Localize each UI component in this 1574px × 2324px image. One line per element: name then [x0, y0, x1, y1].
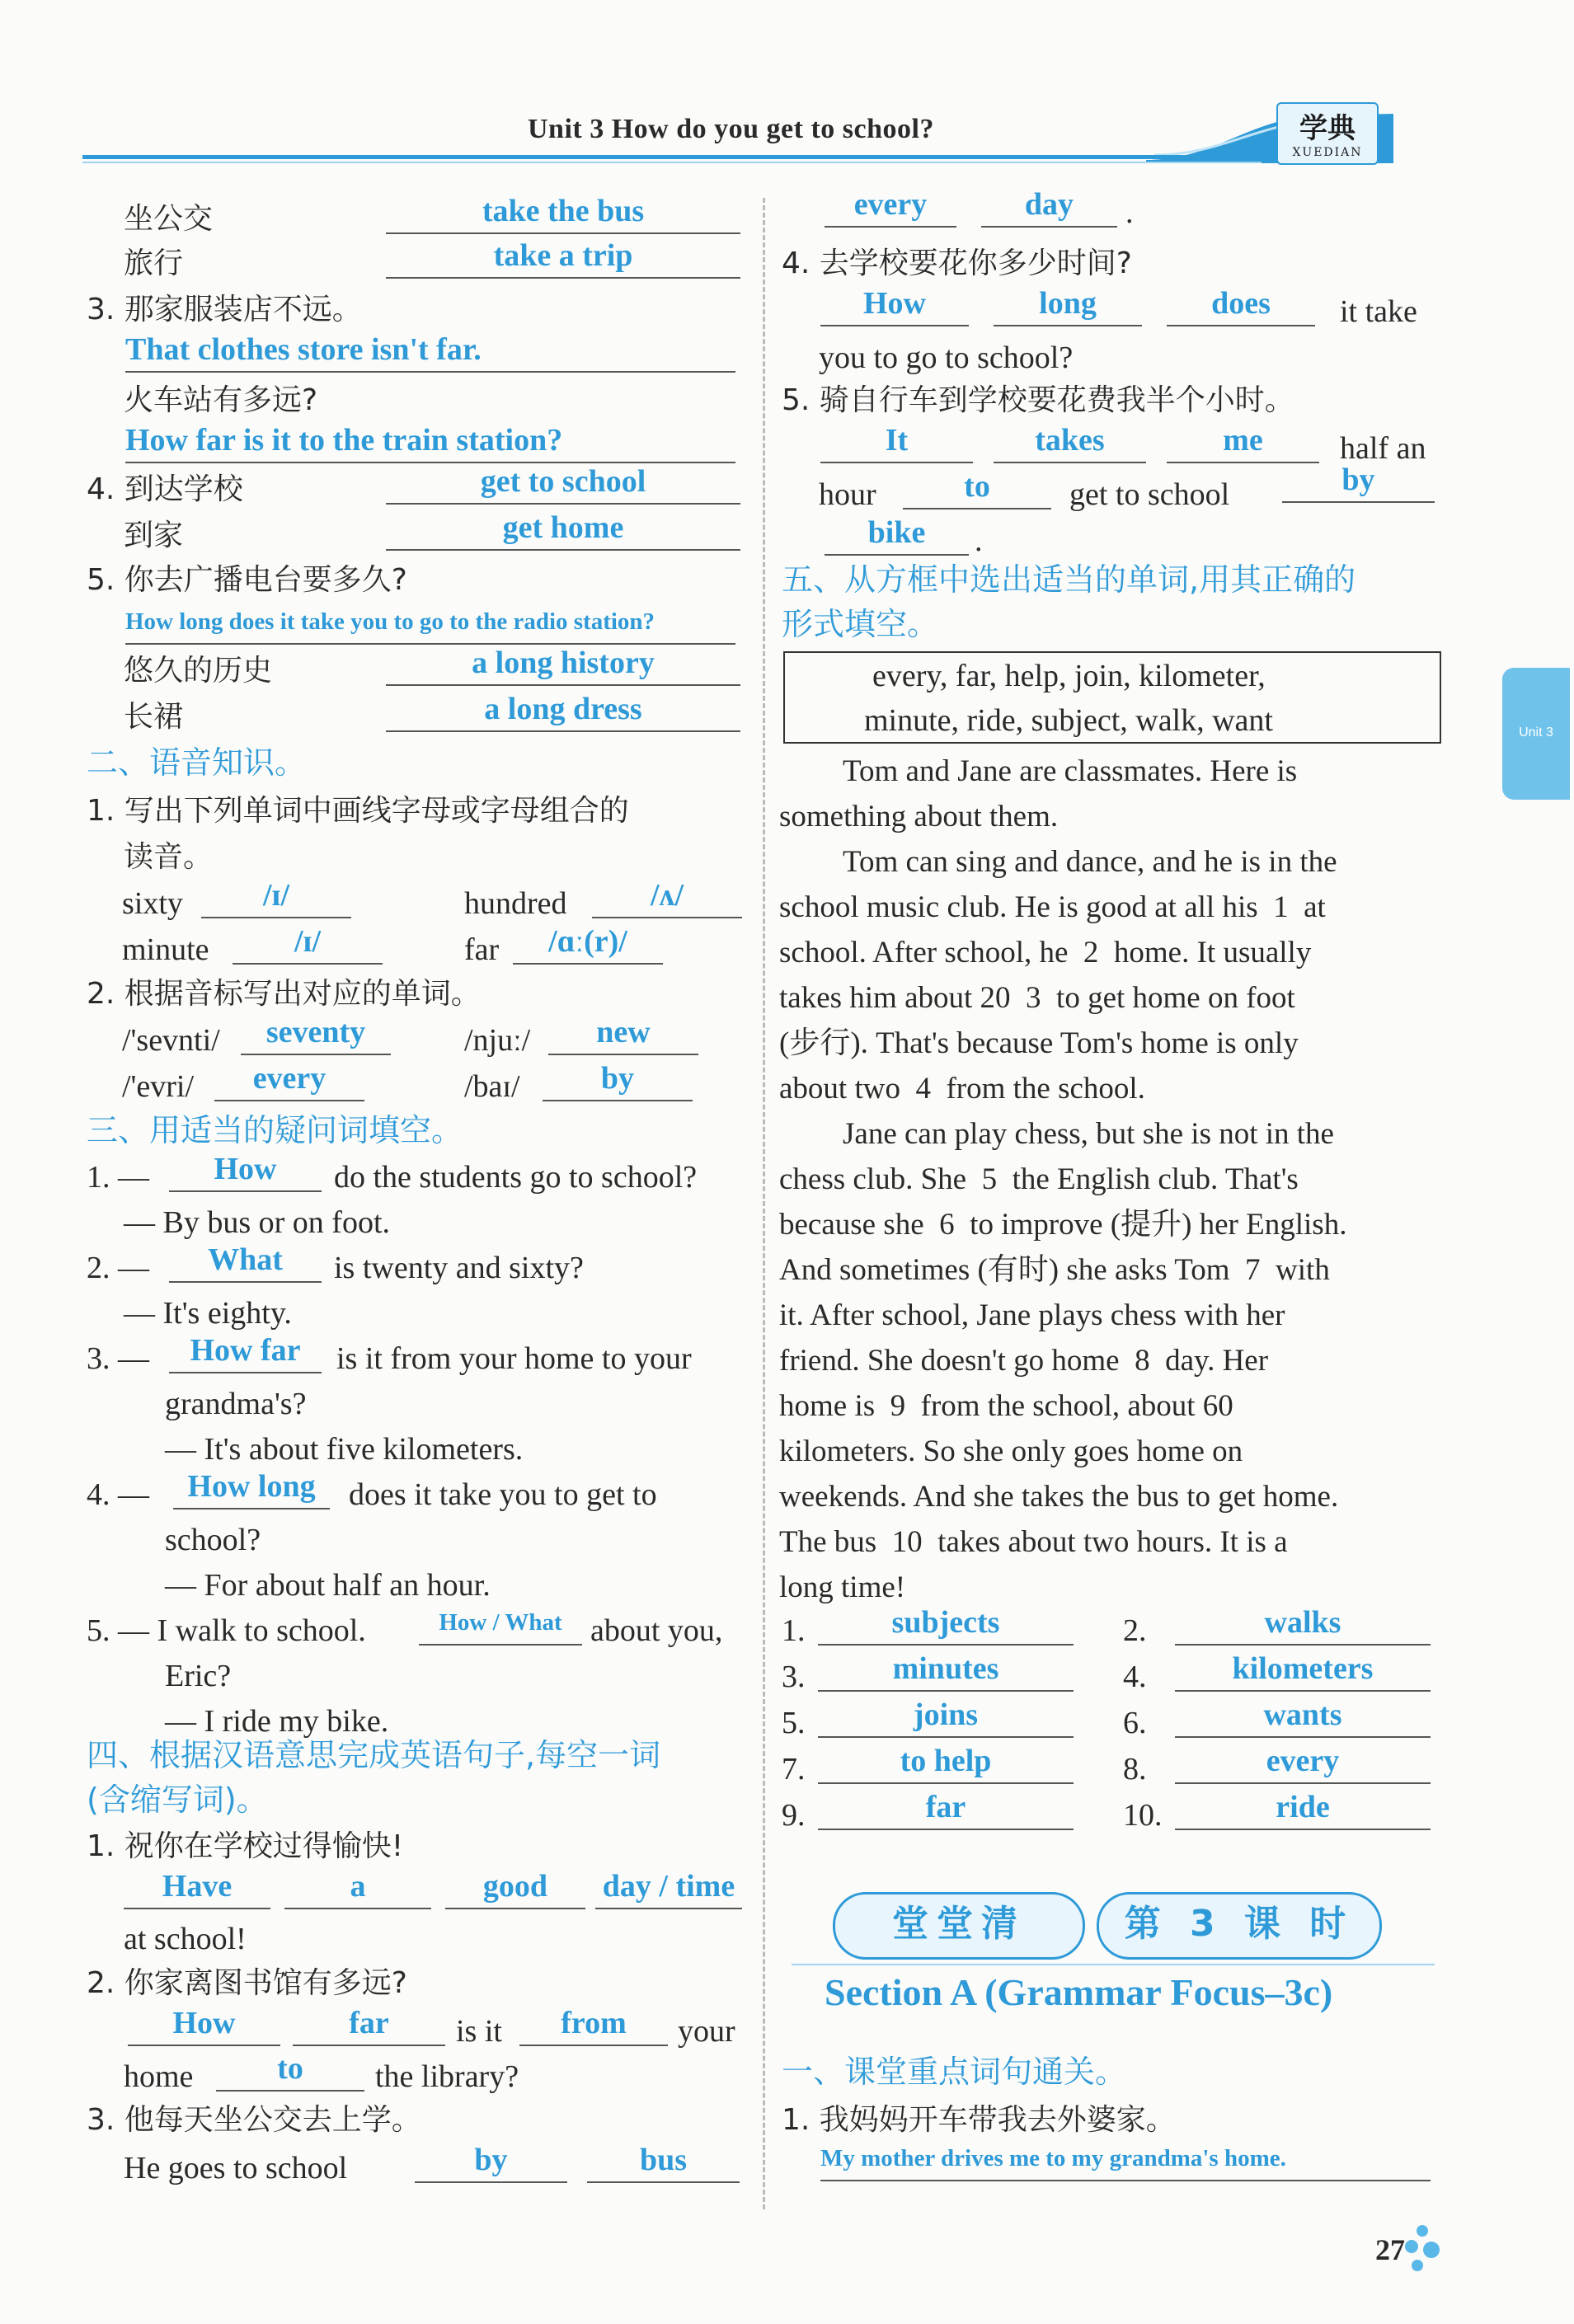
answer-blank: every [1175, 1744, 1431, 1784]
word-answer: seventy [241, 1016, 391, 1055]
answer-blank: wants [1175, 1698, 1431, 1738]
answer-blank: from [519, 2007, 668, 2046]
answer-blank: How / What [419, 1606, 582, 1646]
answer-blank: walks [1175, 1606, 1431, 1646]
answer-blank: How long [173, 1470, 330, 1509]
passage-line: friend. She doesn't go home 8 day. Her [779, 1344, 1269, 1378]
question-cn: 5. 骑自行车到学校要花费我半个小时。 [782, 383, 1294, 417]
answer-blank: joins [818, 1698, 1074, 1738]
sentence-text: get to school [1069, 477, 1230, 512]
passage-line: about two 4 from the school. [779, 1072, 1145, 1106]
phonetic: /baɪ/ [464, 1069, 520, 1104]
dialog-text: about you, [590, 1613, 723, 1648]
question-cn: 1. 我妈妈开车带我去外婆家。 [782, 2103, 1176, 2137]
dialog-num: 3. — [87, 1341, 149, 1376]
dialog-text: is it from your home to your [336, 1341, 692, 1376]
period: . [1125, 195, 1134, 230]
answer-blank: It [820, 424, 973, 463]
phrase-cn: 悠久的历史 [124, 654, 273, 688]
answer-line: How far is it to the train station? [125, 424, 735, 463]
passage-line: school. After school, he 2 home. It usually [779, 936, 1312, 970]
section-heading-4: 四、根据汉语意思完成英语句子,每空一词 [87, 1737, 661, 1773]
answer-blank: How [128, 2007, 280, 2046]
question-cn: 读音。 [124, 840, 214, 874]
dialog-num: 2. — [87, 1251, 149, 1285]
word-answer: new [548, 1016, 698, 1055]
banner-pill-right: 第 3 课 时 [1097, 1892, 1382, 1960]
phonetic-answer: /ɪ/ [201, 879, 351, 918]
banner-pill-left: 堂堂清 [833, 1892, 1085, 1960]
side-tab-label: Unit 3 [1519, 725, 1553, 739]
answer-blank: bus [587, 2143, 740, 2183]
answer-blank: far [818, 1791, 1074, 1830]
question-cn: 2. 你家离图书馆有多远? [87, 1966, 407, 2000]
passage-line: (步行). That's because Tom's home is only [779, 1026, 1299, 1060]
question-cn: 1. 写出下列单词中画线字母或字母组合的 [87, 794, 629, 828]
word: far [464, 932, 500, 967]
dialog-num: 5. — I walk to school. [87, 1613, 366, 1648]
passage-line: The bus 10 takes about two hours. It is a [779, 1525, 1288, 1559]
passage-line: weekends. And she takes the bus to get home. [779, 1480, 1339, 1514]
word: sixty [122, 886, 183, 921]
answer-number: 2. [1123, 1613, 1147, 1648]
question-cn: 4. 去学校要花你多少时间? [782, 246, 1132, 280]
answer-blank: day [981, 188, 1117, 228]
answer-blank: to [903, 470, 1051, 509]
answer-number: 3. [782, 1660, 806, 1694]
answer-number: 5. [782, 1706, 806, 1740]
dialog-reply: — It's eighty. [124, 1296, 292, 1331]
answer-blank: by [415, 2143, 567, 2183]
answer-blank: a long dress [386, 693, 740, 732]
dialog-reply: — For about half an hour. [165, 1568, 491, 1603]
answer-blank: day / time [595, 1870, 742, 1909]
logo-en: XUEDIAN [1292, 146, 1363, 159]
dialog-reply: — I ride my bike. [165, 1704, 389, 1739]
answer-number: 1. [782, 1613, 806, 1648]
answer-number: 9. [782, 1798, 806, 1833]
answer-number: 10. [1123, 1798, 1163, 1833]
question-cn: 5. 你去广播电台要多久? [87, 563, 407, 597]
header-rule [82, 155, 1262, 159]
phrase-cn: 旅行 [124, 246, 184, 280]
passage-line: it. After school, Jane plays chess with her [779, 1298, 1285, 1332]
sentence-text: you to go to school? [819, 340, 1074, 375]
phrase-cn: 坐公交 [124, 202, 214, 236]
word: minute [122, 932, 209, 967]
section-heading-1: 一、课堂重点词句通关。 [782, 2054, 1127, 2090]
answer-blank: far [293, 2007, 445, 2046]
dialog-reply: — By bus or on foot. [124, 1205, 390, 1240]
banner-rule [792, 1964, 1435, 1965]
answer-blank: get home [386, 511, 740, 551]
phonetic: /'sevnti/ [122, 1023, 220, 1058]
dialog-reply: — It's about five kilometers. [165, 1432, 524, 1467]
phrase-cn: 长裙 [124, 700, 184, 734]
logo-cn: 学典 [1299, 112, 1356, 145]
passage-line: Tom and Jane are classmates. Here is [843, 754, 1298, 788]
section-heading-3: 三、用适当的疑问词填空。 [87, 1112, 463, 1148]
passage-line: school music club. He is good at all his 1 at [779, 890, 1326, 924]
question-cn: 3. 他每天坐公交去上学。 [87, 2103, 421, 2137]
passage-line: chess club. She 5 the English club. That's [779, 1162, 1299, 1196]
dialog-text: does it take you to get to [349, 1477, 657, 1512]
word-answer: by [543, 1062, 693, 1101]
word-box-line: every, far, help, join, kilometer, [872, 659, 1266, 693]
question-cn: 2. 根据音标写出对应的单词。 [87, 977, 481, 1011]
answer-blank: minutes [818, 1652, 1074, 1692]
section-heading-4b: (含缩写词)。 [87, 1782, 268, 1818]
answer-blank: kilometers [1175, 1652, 1431, 1692]
answer-blank: How [169, 1153, 322, 1192]
question-cn: 火车站有多远? [124, 383, 318, 417]
section-heading-5b: 形式填空。 [782, 606, 939, 642]
sentence-text: your [678, 2014, 735, 2049]
answer-blank: long [994, 287, 1142, 326]
answer-number: 6. [1123, 1706, 1147, 1740]
question-cn: 3. 那家服装店不远。 [87, 293, 362, 326]
sentence-text: hour [819, 477, 876, 512]
answer-blank: every [825, 188, 956, 228]
answer-blank: take the bus [386, 195, 740, 234]
dialog-text: Eric? [165, 1659, 232, 1693]
section-title: Section A (Grammar Focus–3c) [825, 1971, 1333, 2013]
sentence-text: the library? [375, 2059, 519, 2094]
answer-blank: a long history [386, 646, 740, 686]
answer-blank: a [284, 1870, 431, 1909]
answer-blank: get to school [386, 465, 740, 505]
sentence-text: it take [1340, 294, 1417, 329]
page-dots-decoration [1402, 2222, 1451, 2279]
answer-line: My mother drives me to my grandma's home. [820, 2142, 1431, 2181]
passage-line: because she 6 to improve (提升) her English. [779, 1208, 1347, 1242]
answer-blank: by [1282, 463, 1435, 503]
answer-blank: does [1167, 287, 1315, 326]
answer-number: 7. [782, 1752, 806, 1786]
phonetic-answer: /ɪ/ [233, 925, 383, 965]
question-cn: 1. 祝你在学校过得愉快! [87, 1829, 404, 1863]
dialog-text: is twenty and sixty? [334, 1251, 584, 1285]
dialog-text: grandma's? [165, 1387, 307, 1421]
passage-line: Jane can play chess, but she is not in the [843, 1117, 1334, 1151]
column-divider [763, 198, 765, 2209]
answer-blank: How [820, 287, 969, 326]
answer-line: How long does it take you to go to the radio station? [125, 605, 735, 645]
sentence-text: half an [1340, 431, 1426, 466]
phonetic-answer: /ʌ/ [592, 879, 742, 918]
passage-line: Tom can sing and dance, and he is in the [843, 845, 1337, 879]
answer-blank: take a trip [386, 239, 740, 279]
question-cn: 4. 到达学校 [87, 472, 243, 506]
answer-number: 4. [1123, 1660, 1147, 1694]
word: hundred [464, 886, 567, 921]
phonetic: /njuː/ [464, 1023, 531, 1058]
word-answer: every [214, 1062, 364, 1101]
dialog-num: 4. — [87, 1477, 149, 1512]
period: . [975, 523, 983, 558]
header-rule-thin [82, 162, 1262, 163]
answer-blank: Have [124, 1870, 270, 1909]
sentence-text: home [124, 2059, 194, 2094]
sentence-text: is it [456, 2014, 502, 2049]
phonetic-answer: /ɑː(r)/ [513, 925, 663, 965]
unit-side-tab [1502, 668, 1570, 800]
dialog-num: 1. — [87, 1160, 149, 1195]
passage-line: kilometers. So she only goes home on [779, 1434, 1243, 1468]
passage-line: long time! [779, 1570, 906, 1604]
lesson-banner [833, 1892, 1402, 1958]
xuedian-logo [1276, 102, 1379, 165]
section-heading-5: 五、从方框中选出适当的单词,用其正确的 [782, 561, 1356, 598]
answer-blank: What [169, 1243, 322, 1283]
answer-blank: bike [825, 516, 969, 556]
answer-blank: subjects [818, 1606, 1074, 1646]
page-number: 27 [1375, 2233, 1405, 2266]
answer-blank: to [216, 2052, 364, 2092]
unit-title: Unit 3 How do you get to school? [528, 114, 934, 144]
word-box-line: minute, ride, subject, walk, want [864, 703, 1273, 738]
dialog-text: school? [165, 1523, 261, 1557]
answer-blank: good [445, 1870, 585, 1909]
passage-line: something about them. [779, 800, 1059, 833]
passage-line: And sometimes (有时) she asks Tom 7 with [779, 1253, 1330, 1287]
answer-number: 8. [1123, 1752, 1147, 1786]
section-heading-2: 二、语音知识。 [87, 744, 307, 781]
dialog-text: do the students go to school? [334, 1160, 698, 1195]
passage-line: takes him about 20 3 to get home on foot [779, 981, 1295, 1015]
answer-blank: to help [818, 1744, 1074, 1784]
answer-blank: How far [169, 1334, 322, 1373]
answer-blank: ride [1175, 1791, 1431, 1830]
answer-blank: takes [994, 424, 1146, 463]
phonetic: /'evri/ [122, 1069, 195, 1104]
phrase-cn: 到家 [124, 519, 184, 552]
sentence-end: at school! [124, 1922, 247, 1956]
passage-line: home is 9 from the school, about 60 [779, 1389, 1233, 1423]
sentence-text: He goes to school [124, 2151, 348, 2185]
answer-blank: me [1167, 424, 1319, 463]
answer-line: That clothes store isn't far. [125, 333, 735, 373]
